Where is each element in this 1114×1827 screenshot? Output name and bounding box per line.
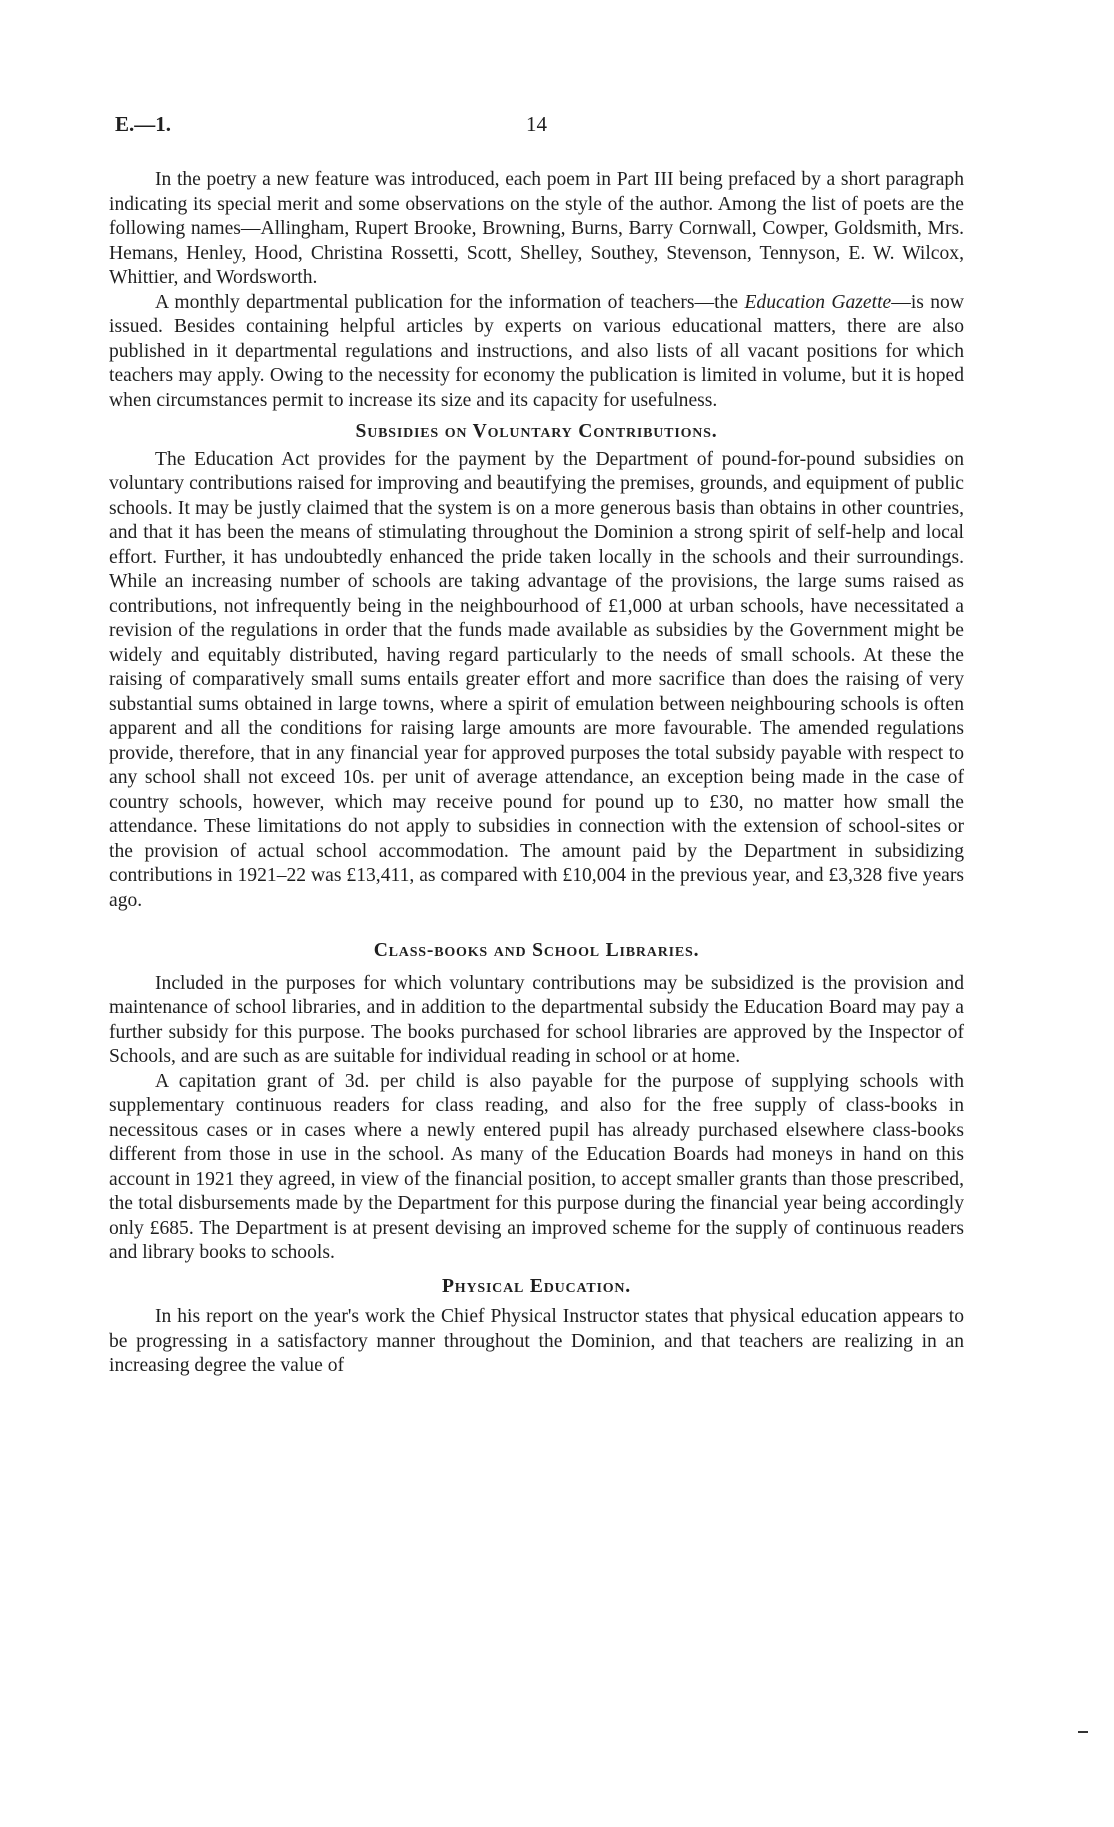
paragraph-capitation: A capitation grant of 3d. per child is also payable for the purpose of supplying schools with supplementary continuous readers for class reading, and also for the free supply of class-books in necessitous cases or in cases where a newly entered pupil has already purchased elsewhere class-books different from those in use in the school. As many of the Education Boards had moneys in hand on this account in 1921 they agreed, in view of the financial position, to accept smaller grants than those prescribed, the total disbursements made by the Department for this purpose during the financial year being accordingly only £685. The Department is at present devising an improved scheme for the supply of continuous readers and library books to schools. <box>109 1070 964 1263</box>
paragraph-subsidies: The Education Act provides for the payment by the Department of pound-for-pound subsidies on voluntary contributions raised for improving and beautifying the premises, grounds, and equipment of public schools. It may be justly claimed that the system is on a more generous basis than obtains in other countries, and that it has been the means of stimulating throughout the Dominion a strong spirit of self-help and local effort. Further, it has undoubtedly enhanced the pride taken locally in the schools and their surroundings. While an increasing number of schools are taking advantage of the provisions, the large sums raised as contributions, not infrequently being in the neighbourhood of £1,000 at urban schools, have necessitated a revision of the regulations in order that the funds made available as subsidies by the Government might be widely and equitably distributed, having regard particularly to the needs of small schools. At these the raising of comparatively small sums entails greater effort and more sacrifice than does the raising of very substantial sums obtained in large towns, where a spirit of emulation between neighbouring schools is often apparent and all the conditions for raising large amounts are more favourable. The amended regulations provide, therefore, that in any financial year for approved purposes the total subsidy payable with respect to any school shall not exceed 10s. per unit of average attendance, an exception being made in the case of country schools, however, which may receive pound for pound up to £30, no matter how small the attendance. These limitations do not apply to subsidies in connection with the extension of school-sites or the provision of actual school accommodation. The amount paid by the Department in subsidizing contributions in 1921–22 was £13,411, as compared with £10,004 in the previous year, and £3,328 five years ago. <box>109 448 964 911</box>
paragraph-libraries: Included in the purposes for which voluntary contributions may be subsidized is the provision and maintenance of school libraries, and in addition to the departmental subsidy the Education Board may pay a further subsidy for this purpose. The books purchased for school libraries are approved by the Inspector of Schools, and are such as are suitable for individual reading in school or at home. <box>109 972 964 1067</box>
gazette-lead-text: A monthly departmental publication for the information of teachers—the <box>155 291 739 313</box>
scan-mark <box>1078 1731 1088 1733</box>
page-number: 14 <box>526 112 547 136</box>
paragraph-poetry: In the poetry a new feature was introduced, each poem in Part III being prefaced by a short paragraph indicating its special merit and some observations on the style of the author. Among the list of poets are the following names—Allingham, Rupert Brooke, Browning, Burns, Barry Cornwall, Cowper, Goldsmith, Mrs. Hemans, Henley, Hood, Christina Rossetti, Scott, Shelley, Southey, Stevenson, Tennyson, E. W. Wilcox, Whittier, and Wordsworth. <box>109 169 964 288</box>
paragraph-physical-education: In his report on the year's work the Chief Physical Instructor states that physical education appears to be progressing in a satisfactory manner throughout the Dominion, and that teachers are realizing in an increasing degree the value of <box>109 1306 964 1376</box>
heading-physical-education: Physical Education. <box>441 1275 631 1297</box>
heading-libraries: Class-books and School Libraries. <box>373 940 700 961</box>
page-reference: E.—1. <box>115 112 172 136</box>
page-header <box>115 112 957 142</box>
gazette-title: Education Gazette <box>744 291 892 313</box>
body-text <box>109 168 964 1379</box>
paragraph-gazette <box>109 291 964 414</box>
gazette-rest-text: —is now issued. Besides containing helpful articles by experts on various educational matters, there are also published in it departmental regulations and instructions, and also lists of all vacant positions for which teachers may apply. Owing to the necessity for economy the publication is limited in volume, but it is hoped when circumstances permit to increase its size and its capacity for usefulness. <box>109 291 964 411</box>
heading-subsidies: Subsidies on Voluntary Contributions. <box>355 421 718 442</box>
